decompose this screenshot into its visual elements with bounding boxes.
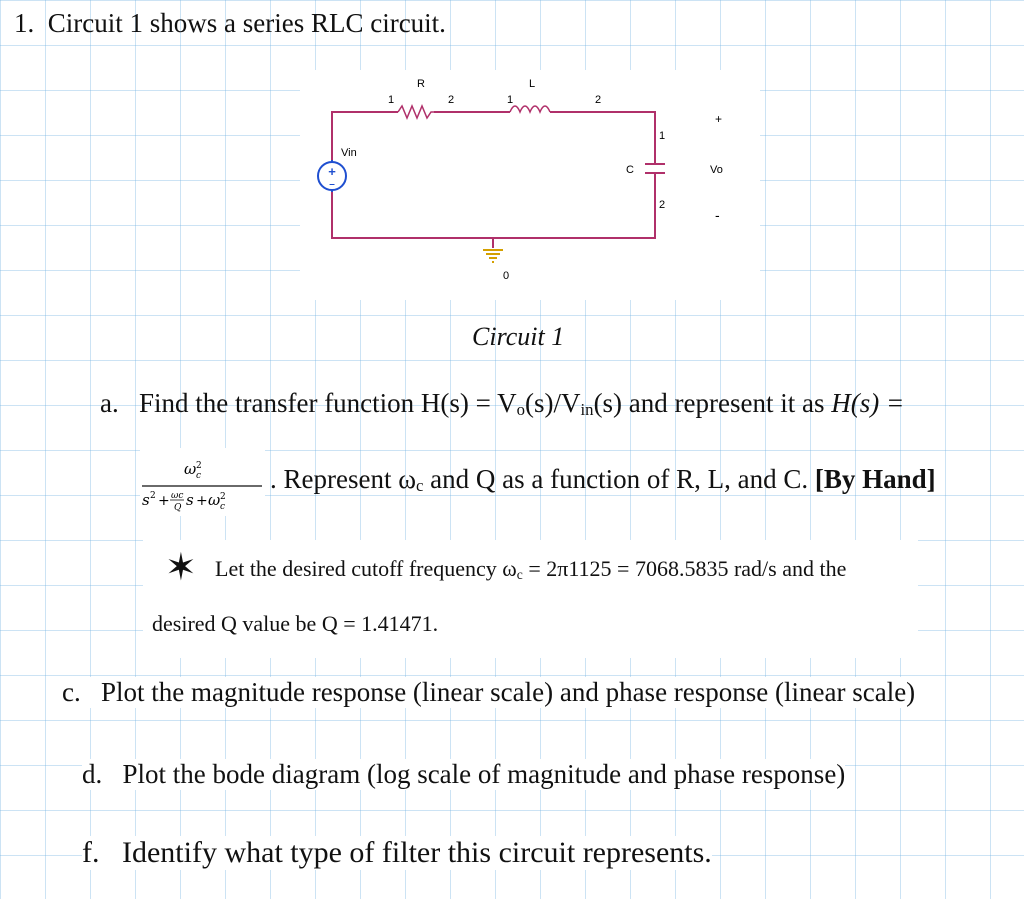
- source-minus-sign: –: [329, 179, 335, 190]
- question-title: Circuit 1 shows a series RLC circuit.: [47, 8, 446, 38]
- question-heading: [14, 8, 446, 39]
- capacitor-label: C: [626, 164, 634, 176]
- part-a-text: Find the transfer function H(s) = V: [138, 388, 517, 418]
- question-number: 1.: [14, 8, 35, 38]
- note-line1: [215, 556, 846, 583]
- capacitor-symbol: [645, 164, 665, 173]
- part-c-text: Plot the magnitude response (linear scale) and phase response (linear scale): [100, 677, 916, 707]
- inductor-pin-2: 2: [595, 94, 602, 106]
- part-a-letter: a.: [100, 388, 119, 418]
- transfer-function-fraction: [140, 448, 265, 516]
- circuit-wires: [332, 112, 655, 248]
- star-icon: ✶: [165, 547, 197, 589]
- part-a-line1: [100, 388, 904, 420]
- resistor-pin-1: 1: [388, 94, 395, 106]
- resistor-label: R: [417, 78, 425, 90]
- ground-label: 0: [503, 270, 510, 282]
- svg-text:ω: ω: [184, 460, 197, 478]
- output-minus: -: [715, 207, 720, 223]
- part-a-cont2: and Q as a function of R, L, and C.: [423, 464, 815, 494]
- note-subscript-c: c: [516, 567, 523, 582]
- svg-text:2: 2: [196, 461, 202, 471]
- part-f-letter: f.: [82, 836, 100, 869]
- circuit-caption: Circuit 1: [472, 322, 565, 351]
- resistor-symbol: [398, 106, 434, 118]
- part-f-text: Identify what type of filter this circuit represents.: [122, 836, 712, 869]
- svg-text:Q: Q: [174, 503, 182, 513]
- capacitor-pin-2: 2: [659, 199, 666, 211]
- note-line1-start: Let the desired cutoff frequency ω: [215, 556, 517, 581]
- part-a-text-mid: (s)/V: [525, 388, 581, 418]
- inductor-symbol: [510, 106, 550, 112]
- svg-text:2: 2: [220, 492, 226, 502]
- part-f: [82, 836, 712, 870]
- output-label: Vo: [710, 164, 723, 176]
- svg-text:ωc: ωc: [171, 491, 184, 501]
- svg-text:2: 2: [150, 491, 156, 501]
- resistor-pin-2: 2: [448, 94, 455, 106]
- svg-text:c: c: [220, 502, 226, 512]
- ground-symbol: [483, 250, 503, 262]
- inductor-label: L: [529, 78, 536, 90]
- svg-text:+: +: [196, 493, 208, 509]
- output-plus: +: [715, 112, 723, 126]
- svg-text:c: c: [196, 471, 202, 481]
- inductor-pin-1: 1: [507, 94, 514, 106]
- subscript-o: o: [516, 400, 526, 419]
- note-line1-end: = 2π1125 = 7068.5835 rad/s and the: [522, 556, 847, 581]
- source-label: Vin: [341, 147, 357, 159]
- source-plus-sign: +: [328, 164, 336, 179]
- svg-text:s: s: [186, 491, 194, 509]
- part-d-letter: d.: [82, 759, 103, 789]
- subscript-in: in: [580, 400, 594, 419]
- capacitor-pin-1: 1: [659, 130, 666, 142]
- transfer-function-symbol: H(s) =: [831, 388, 905, 418]
- part-d: [82, 759, 845, 790]
- note-line2: desired Q value be Q = 1.41471.: [152, 611, 439, 636]
- part-c: [62, 677, 915, 708]
- subscript-c: c: [415, 476, 424, 495]
- circuit-diagram: [300, 70, 760, 300]
- svg-text:ω: ω: [208, 491, 221, 509]
- by-hand-label: [By Hand]: [814, 464, 936, 494]
- part-a-line2: [270, 464, 936, 496]
- part-c-letter: c.: [62, 677, 81, 707]
- svg-text:s: s: [142, 491, 150, 509]
- part-a-text-mid2: (s) and represent it as: [593, 388, 832, 418]
- svg-text:+: +: [158, 493, 170, 509]
- part-d-text: Plot the bode diagram (log scale of magnitude and phase response): [122, 759, 846, 789]
- part-a-cont1: . Represent ω: [270, 464, 416, 494]
